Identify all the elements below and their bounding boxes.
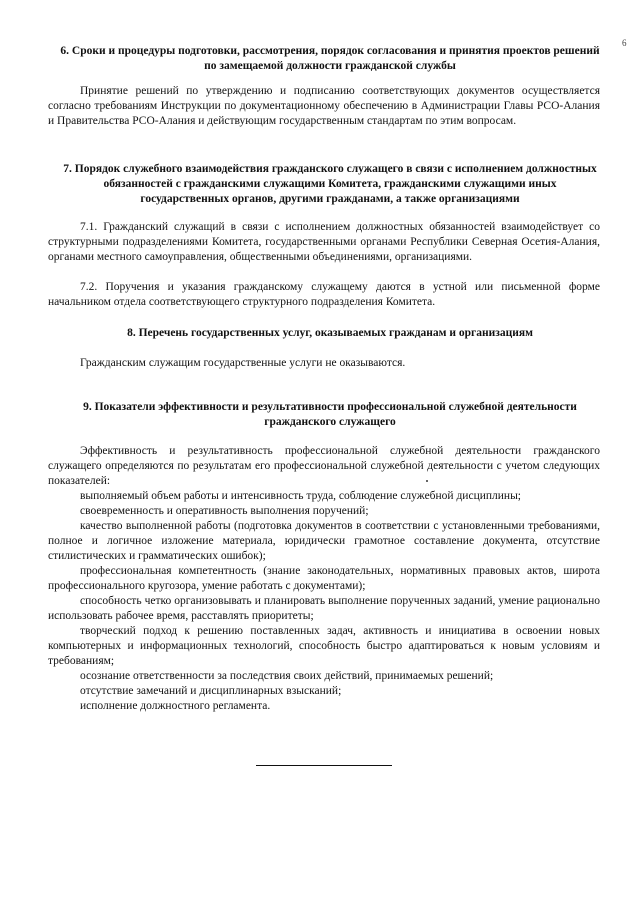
indicator-item: осознание ответственности за последствия своих действий, принимаемых решений; [80,670,494,682]
indicator-item: выполняемый объем работы и интенсивность труда, соблюдение служебной дисциплины; [80,490,521,502]
section-6-paragraph: Принятие решений по утверждению и подписанию соответствующих документов осуществляется согласно требованиям Инструкции по документационному обеспечению в Администрации Главы РСО-Алания и Правительства РСО-Алания и действующим государственным стандартам по этим вопросам. [48,85,600,127]
scan-speck [426,480,428,482]
indicator-item: своевременность и оперативность выполнения поручений; [80,505,369,517]
indicator-item: профессиональная компетентность (знание законодательных, нормативных правовых актов, широта профессионального кругозора, умение работать с документами); [48,565,600,592]
indicator-list [48,489,600,714]
indicator-item: творческий подход к решению поставленных задач, активность и инициатива в освоении новых компьютерных и информационных технологий, способность быстро адаптироваться к новым условиям и требованиям; [48,625,600,667]
section-7-paragraph-1: 7.1. Гражданский служащий в связи с исполнением должностных обязанностей взаимодействует со структурными подразделениями Комитета, государственными органами Республики Северная Осетия-Алания, органами местного самоуправления, общественными объединениями, организациями. [48,221,600,263]
section-9-heading: 9. Показатели эффективности и результативности профессиональной служебной деятельности гражданского служащего [83,401,577,428]
indicator-item: исполнение должностного регламента. [80,700,271,712]
indicator-item: отсутствие замечаний и дисциплинарных взысканий; [80,685,342,697]
closing-rule [256,765,392,766]
section-9-intro: Эффективность и результативность профессиональной служебной деятельности гражданского служащего определяются по результатам его профессиональной служебной деятельности с учетом следующих показателей: [48,445,600,487]
indicator-item: качество выполненной работы (подготовка документов в соответствии с установленными требованиями, полное и логичное изложение материала, юридически грамотное составление документа, отсутствие стилистических и грамматических ошибок); [48,520,600,562]
section-7-heading: 7. Порядок служебного взаимодействия гражданского служащего в связи с исполнением должностных обязанностей с гражданскими служащими Комитета, гражданскими служащими иных государственных органов, другими гражданами, а также организациями [63,163,597,205]
indicator-item: способность четко организовывать и планировать выполнение порученных заданий, умение рационально использовать рабочее время, расставлять приоритеты; [48,595,600,622]
section-6-heading: 6. Сроки и процедуры подготовки, рассмотрения, порядок согласования и принятия проектов решений по замещаемой должности гражданской службы [60,45,600,72]
section-8-heading: 8. Перечень государственных услуг, оказываемых гражданам и организациям [127,327,533,339]
section-7-paragraph-2: 7.2. Поручения и указания гражданскому служащему даются в устной или письменной форме начальником отдела соответствующего структурного подразделения Комитета. [48,281,600,308]
page-corner-mark: 6 [622,38,627,48]
section-8-paragraph: Гражданским служащим государственные услуги не оказываются. [80,357,406,369]
